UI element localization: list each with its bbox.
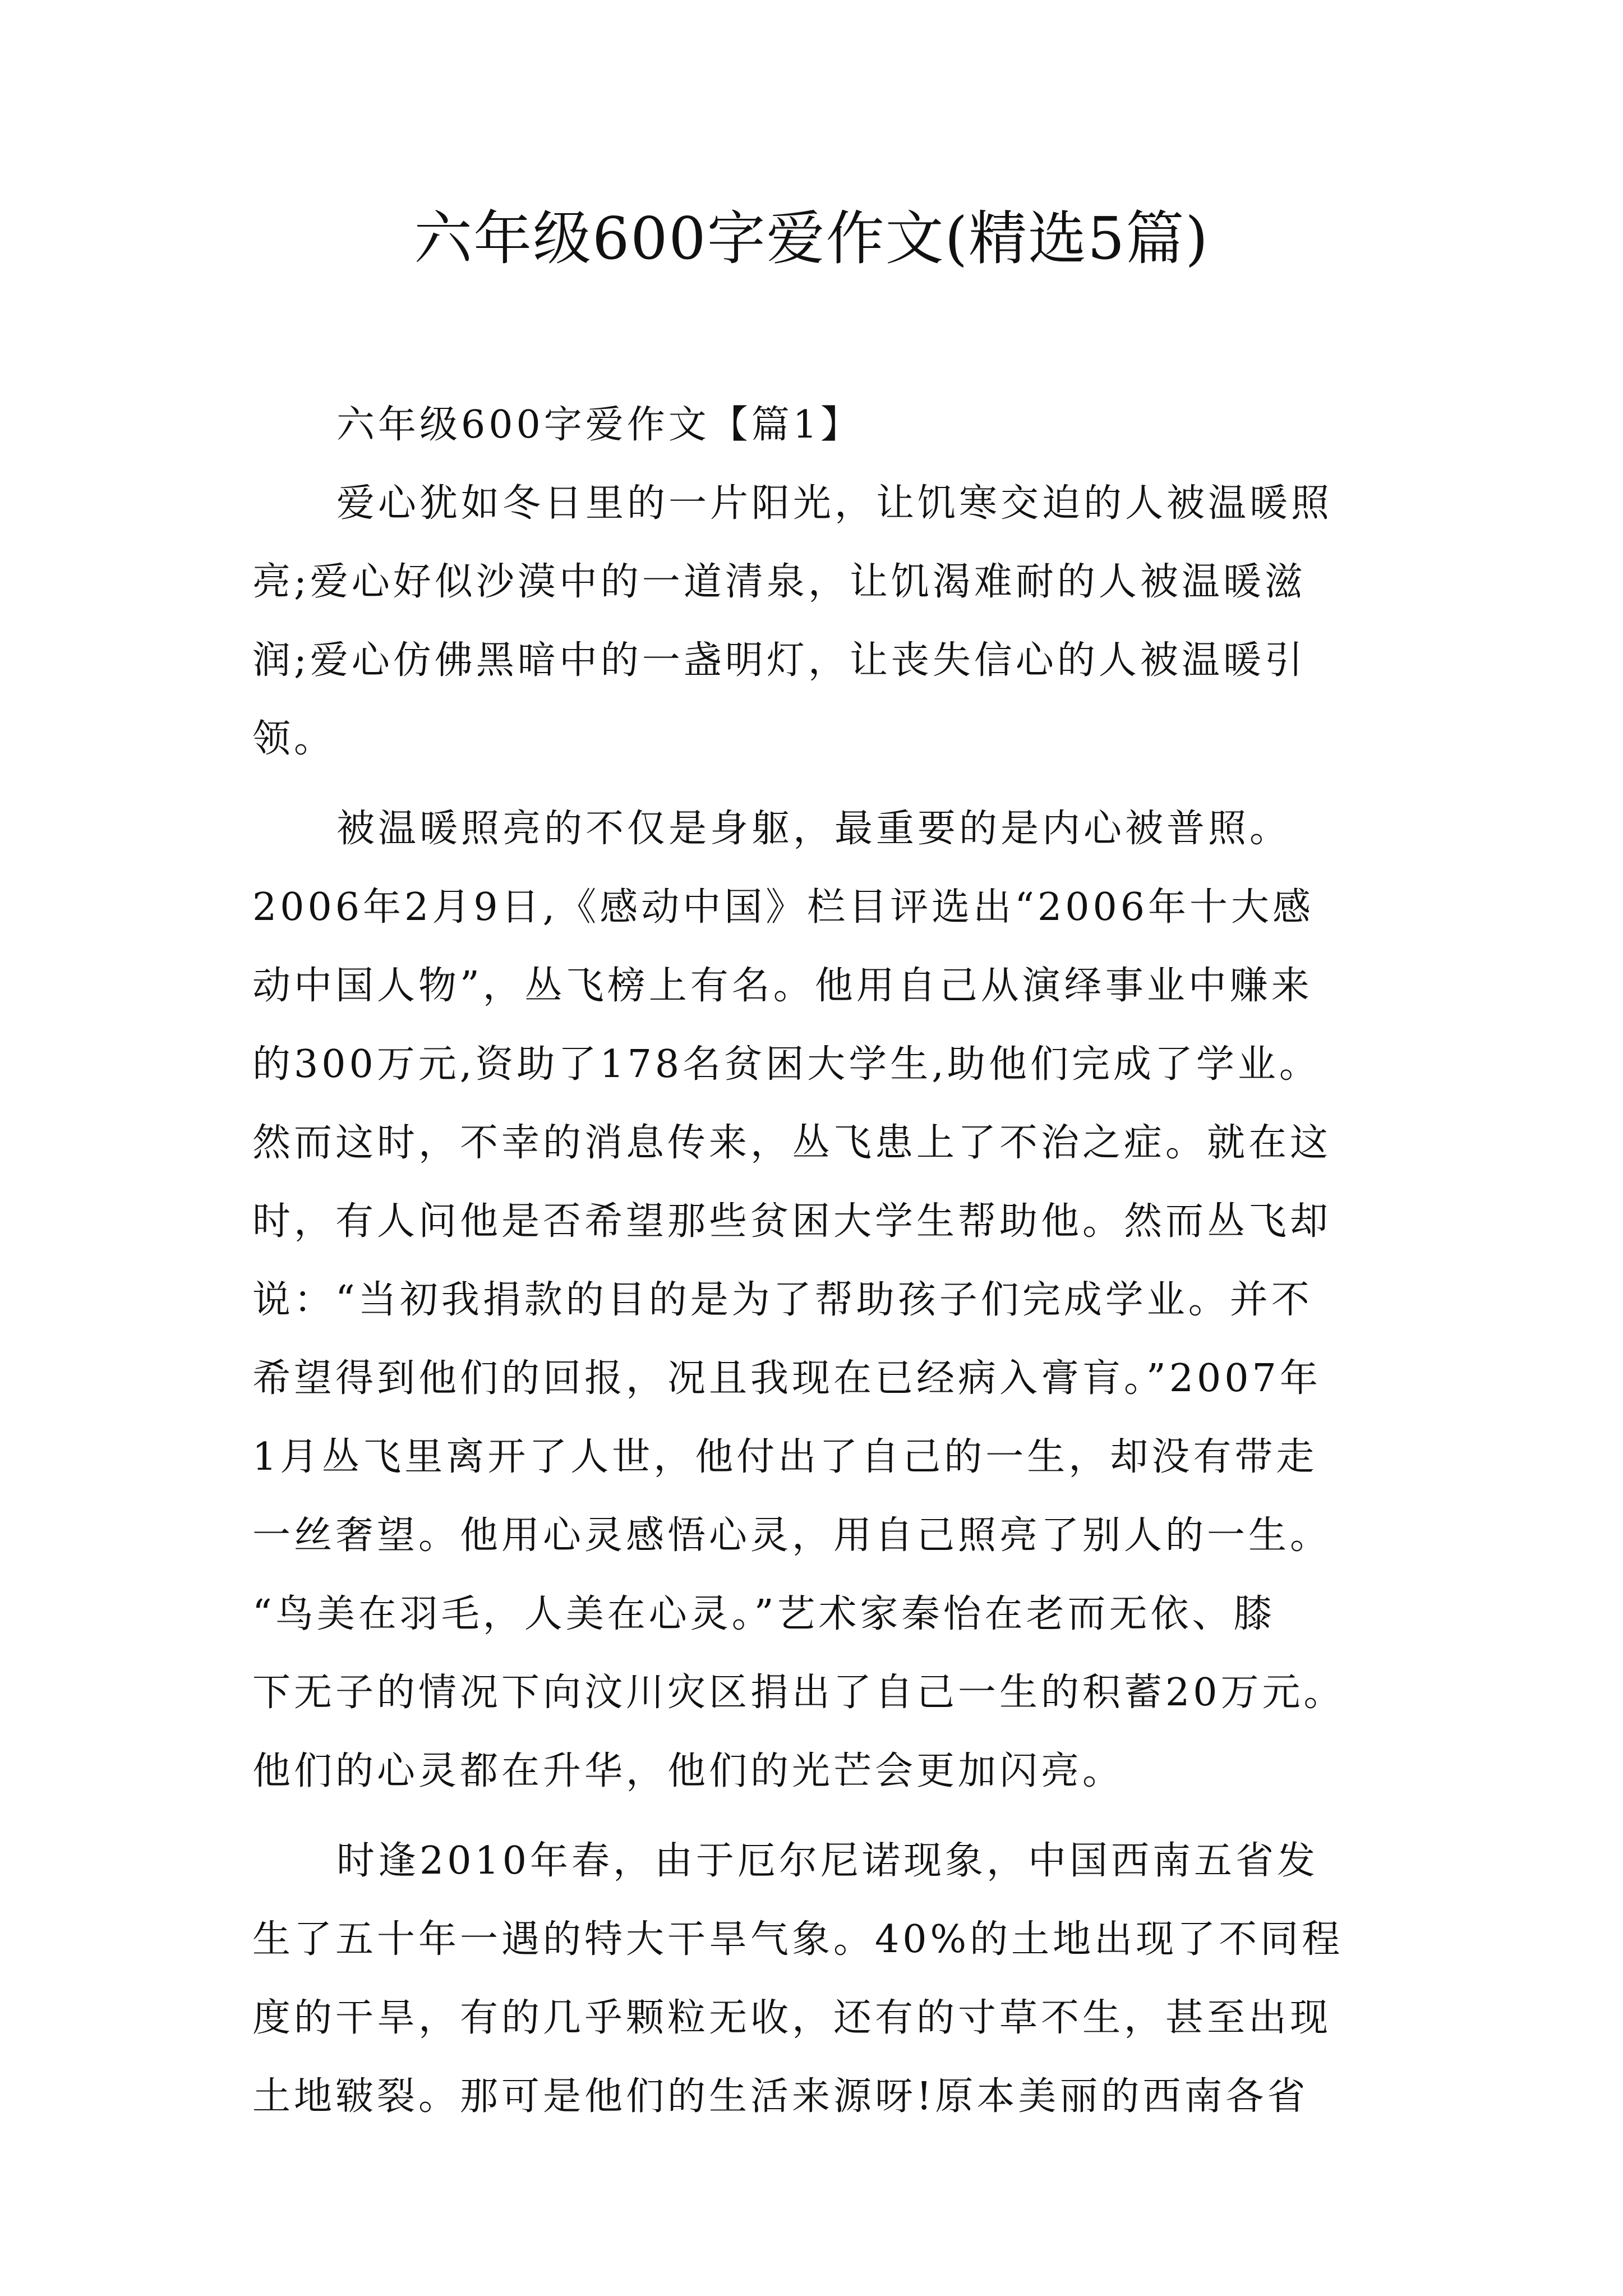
paragraph-line: 爱心犹如冬日里的一片阳光，让饥寒交迫的人被温暖照 <box>336 481 1333 526</box>
paragraph-2 <box>252 790 1408 1811</box>
paragraph-line: 度的干旱，有的几乎颗粒无收，还有的寸草不生，甚至出现 <box>252 1996 1332 2040</box>
paragraph-line: 他们的心灵都在升华，他们的光芒会更加闪亮。 <box>252 1749 1124 1793</box>
document-body <box>252 386 1408 2136</box>
paragraph-line: 润;爱心仿佛黑暗中的一盏明灯，让丧失信心的人被温暖引 <box>252 638 1306 683</box>
paragraph-line: 土地皲裂。那可是他们的生活来源呀!原本美丽的西南各省 <box>252 2074 1309 2119</box>
paragraph-line: “鸟美在羽毛，人美在心灵。”艺术家秦怡在老而无依、膝 <box>252 1592 1275 1636</box>
section-heading: 六年级600字爱作文【篇1】 <box>336 403 863 447</box>
paragraph-line: 一丝奢望。他用心灵感悟心灵，用自己照亮了别人的一生。 <box>252 1513 1332 1558</box>
paragraph-1 <box>252 464 1408 779</box>
paragraph-line: 说：“当初我捐款的目的是为了帮助孩子们完成学业。并不 <box>252 1278 1313 1322</box>
paragraph-line: 被温暖照亮的不仅是身躯，最重要的是内心被普照。 <box>336 807 1292 851</box>
paragraph-line: 1月丛飞里离开了人世，他付出了自己的一生，却没有带走 <box>252 1435 1318 1479</box>
paragraph-line: 时，有人问他是否希望那些贫困大学生帮助他。然而丛飞却 <box>252 1199 1332 1244</box>
paragraph-3 <box>252 1822 1408 2136</box>
paragraph-line: 希望得到他们的回报，况且我现在已经病入膏肓。”2007年 <box>252 1356 1321 1401</box>
paragraph-line: 时逢2010年春，由于厄尔尼诺现象，中国西南五省发 <box>336 1839 1319 1883</box>
paragraph-line: 生了五十年一遇的特大干旱气象。40%的土地出现了不同程 <box>252 1917 1344 1962</box>
paragraph-line: 亮;爱心好似沙漠中的一道清泉，让饥渴难耐的人被温暖滋 <box>252 560 1306 604</box>
paragraph-line: 下无子的情况下向汶川灾区捐出了自己一生的积蓄20万元。 <box>252 1671 1345 1715</box>
document-title: 六年级600字爱作文(精选5篇) <box>414 204 1209 273</box>
paragraph-line: 动中国人物”，丛飞榜上有名。他用自己从演绎事业中赚来 <box>252 964 1313 1008</box>
paragraph-line: 领。 <box>252 717 336 761</box>
paragraph-line: 然而这时，不幸的消息传来，丛飞患上了不治之症。就在这 <box>252 1121 1332 1165</box>
paragraph-line: 2006年2月9日,《感动中国》栏目评选出“2006年十大感 <box>252 885 1315 930</box>
paragraph-line: 的300万元,资助了178名贫困大学生,助他们完成了学业。 <box>252 1042 1321 1087</box>
